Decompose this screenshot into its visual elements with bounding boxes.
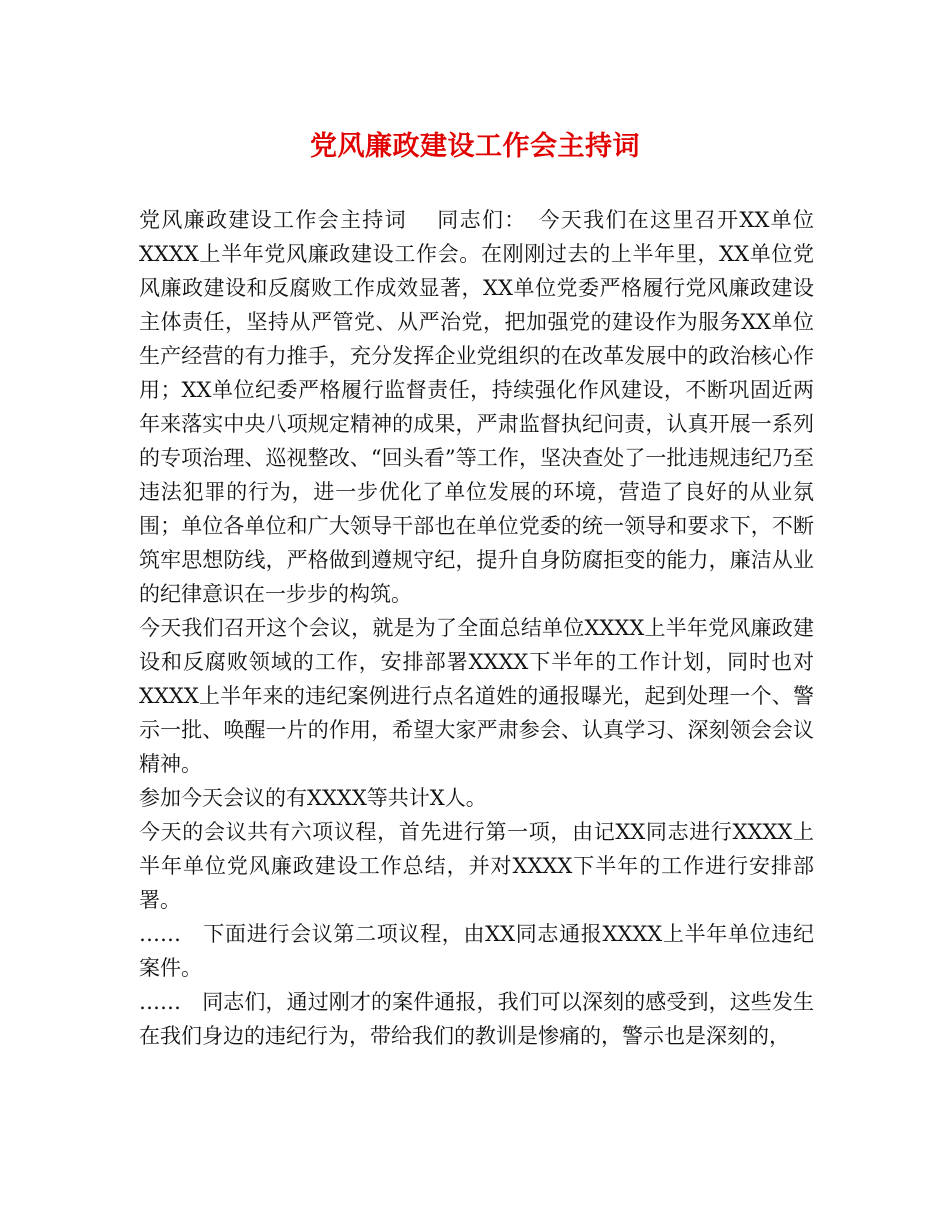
document-title: 党风廉政建设工作会主持词 [310, 131, 640, 162]
paragraph-agenda-one: 今天的会议共有六项议程，首先进行第一项，由记XX同志进行XXXX上半年单位党风廉政建设工作总结，并对XXXX下半年的工作进行安排部署。 [139, 820, 814, 912]
paragraph-attendees: 参加今天会议的有XXXX等共计X人。 [139, 786, 487, 810]
paragraph-agenda-two: …… 下面进行会议第二项议程，由XX同志通报XXXX上半年单位违纪案件。 [139, 922, 814, 980]
paragraph-reflection: …… 同志们，通过刚才的案件通报，我们可以深刻的感受到，这些发生在我们身边的违纪行为，带给我们的教训是惨痛的，警示也是深刻的， [139, 990, 814, 1048]
document-body [139, 203, 814, 1053]
paragraph-purpose: 今天我们召开这个会议，就是为了全面总结单位XXXX上半年党风廉政建设和反腐败领域的工作，安排部署XXXX下半年的工作计划，同时也对XXXX上半年来的违纪案例进行点名道姓的通报曝光，起到处理一个、警示一批、唤醒一片的作用，希望大家严肃参会、认真学习、深刻领会会议精神。 [139, 616, 814, 776]
paragraph-opening: 党风廉政建设工作会主持词 同志们： 今天我们在这里召开XX单位XXXX上半年党风廉政建设工作会。在刚刚过去的上半年里，XX单位党风廉政建设和反腐败工作成效显著，XX单位党委严格履行党风廉政建设主体责任，坚持从严管党、从严治党，把加强党的建设作为服务XX单位生产经营的有力推手，充分发挥企业党组织的在改革发展中的政治核心作用；XX单位纪委严格履行监督责任，持续强化作风建设，不断巩固近两年来落实中央八项规定精神的成果，严肃监督执纪问责，认真开展一系列的专项治理、巡视整改、“回头看”等工作，坚决查处了一批违规违纪乃至违法犯罪的行为，进一步优化了单位发展的环境，营造了良好的从业氛围；单位各单位和广大领导干部也在单位党委的统一领导和要求下，不断筑牢思想防线，严格做到遵规守纪，提升自身防腐拒变的能力，廉洁从业的纪律意识在一步步的构筑。 [139, 208, 814, 606]
